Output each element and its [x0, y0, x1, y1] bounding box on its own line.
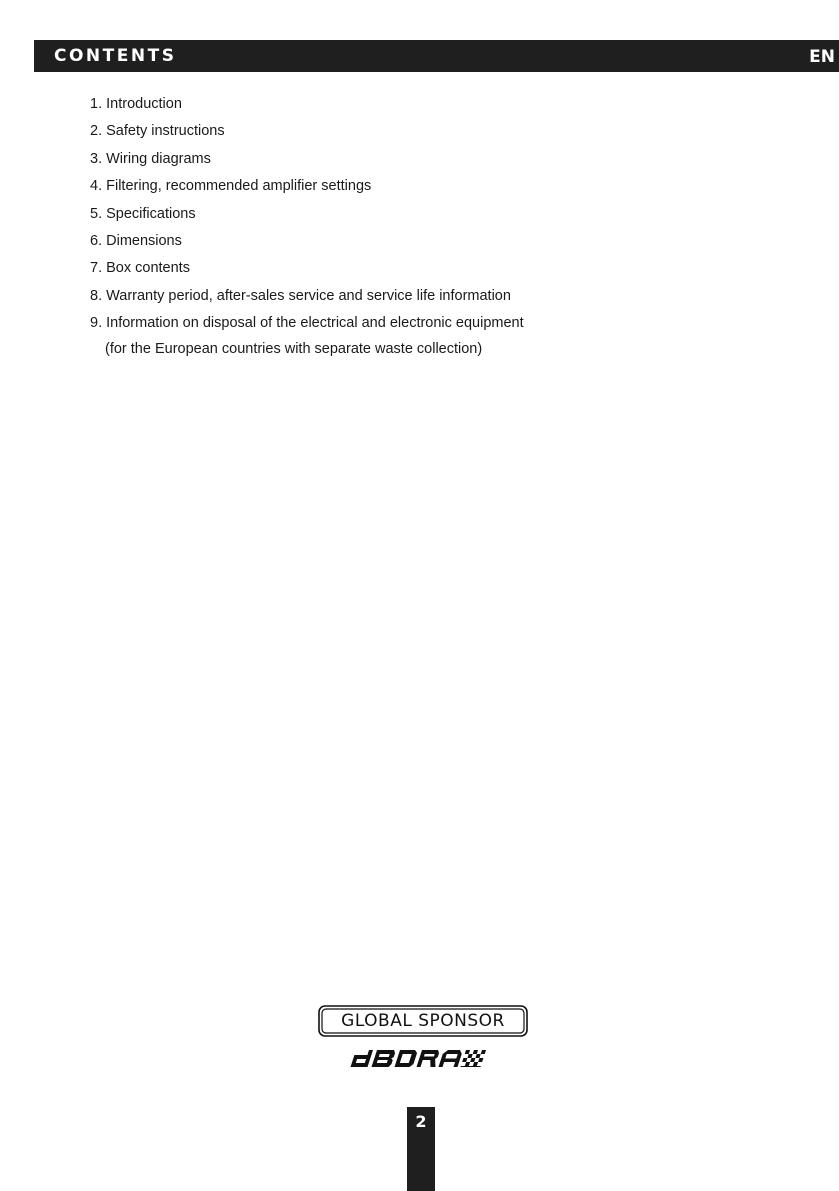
toc-item-introduction[interactable]: [90, 93, 524, 120]
toc-item-warranty[interactable]: [90, 285, 524, 312]
dbdra-logo-icon: [350, 1047, 496, 1069]
contents-header-bar: [34, 40, 839, 72]
toc-item-box-contents[interactable]: [90, 257, 524, 284]
dbdra-logo: [350, 1047, 496, 1069]
toc-item-specifications[interactable]: [90, 203, 524, 230]
table-of-contents: [90, 93, 524, 358]
page-number: 2: [415, 1112, 427, 1131]
toc-item-label: 6. Dimensions: [90, 232, 182, 249]
toc-item-disposal[interactable]: [90, 312, 524, 358]
toc-item-label: 8. Warranty period, after-sales service and service life information: [90, 287, 511, 304]
toc-item-safety-instructions[interactable]: [90, 120, 524, 147]
toc-item-label: 9. Information on disposal of the electrical and electronic equipment: [90, 315, 524, 332]
toc-item-label: 5. Specifications: [90, 205, 196, 222]
page-title: CONTENTS: [54, 46, 177, 66]
toc-item-filtering[interactable]: [90, 175, 524, 202]
toc-item-label: 4. Filtering, recommended amplifier settings: [90, 178, 372, 195]
toc-item-dimensions[interactable]: [90, 230, 524, 257]
toc-item-label: 2. Safety instructions: [90, 123, 225, 140]
toc-item-label: 1. Introduction: [90, 96, 182, 112]
toc-item-wiring-diagrams[interactable]: [90, 148, 524, 175]
toc-item-label: 3. Wiring diagrams: [90, 150, 211, 167]
language-code: EN: [809, 47, 835, 67]
page-number-tab: [407, 1107, 435, 1191]
toc-item-label: 7. Box contents: [90, 260, 190, 277]
toc-item-sublabel: (for the European countries with separate waste collection): [105, 341, 483, 358]
sponsor-label: GLOBAL SPONSOR: [341, 1011, 505, 1031]
global-sponsor-badge: [318, 1005, 528, 1037]
